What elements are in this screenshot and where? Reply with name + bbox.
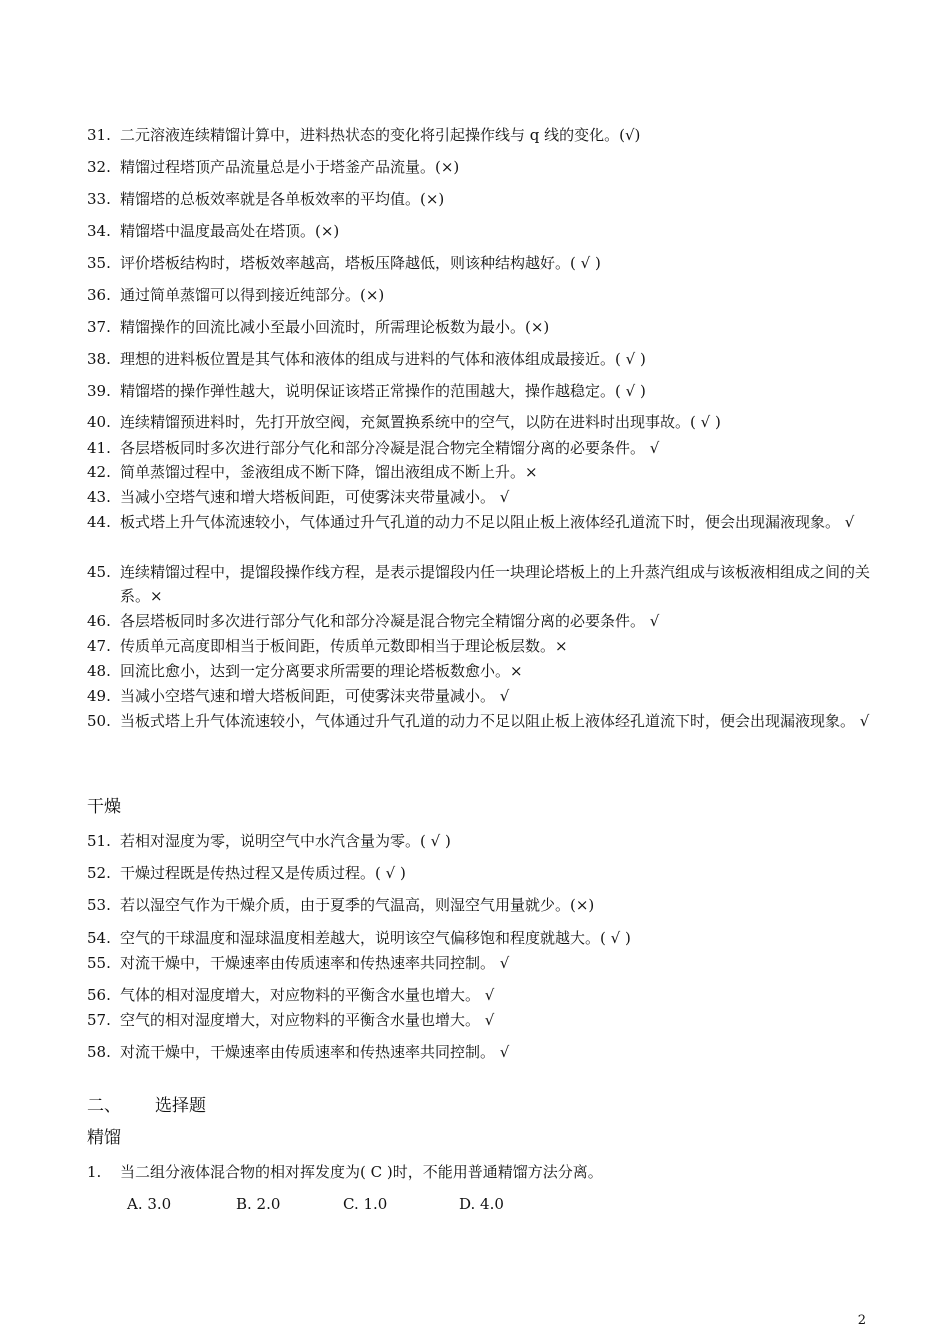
item-number: 34. <box>87 222 111 240</box>
item-text: 板式塔上升气体流速较小，气体通过升气孔道的动力不足以阻止板上液体经孔道流下时，便会出现漏液现象。 √ <box>120 513 855 531</box>
item-number: 41. <box>87 439 111 457</box>
item-number: 38. <box>87 350 111 368</box>
option-b: B. 2.0 <box>236 1195 281 1213</box>
item-text: 若相对湿度为零，说明空气中水汽含量为零。( √ ) <box>120 832 451 850</box>
item-number: 33. <box>87 190 111 208</box>
subsection-heading-distill: 精馏 <box>87 1128 121 1148</box>
item-number: 52. <box>87 864 111 882</box>
item-text: 传质单元高度即相当于板间距，传质单元数即相当于理论板层数。× <box>120 637 568 655</box>
item-number: 36. <box>87 286 111 304</box>
item-number: 51. <box>87 832 111 850</box>
section-heading-choice <box>87 1094 206 1118</box>
item-text: 对流干燥中，干燥速率由传质速率和传热速率共同控制。 √ <box>120 954 510 972</box>
option-a: A. 3.0 <box>127 1195 172 1213</box>
item-number: 40. <box>87 413 111 431</box>
item-number: 47. <box>87 637 111 655</box>
item-text: 精馏塔中温度最高处在塔顶。(×) <box>120 222 340 240</box>
item-number: 49. <box>87 687 111 705</box>
item-number: 37. <box>87 318 111 336</box>
item-text: 各层塔板同时多次进行部分气化和部分冷凝是混合物完全精馏分离的必要条件。 √ <box>120 439 660 457</box>
item-number: 56. <box>87 986 111 1004</box>
item-number: 55. <box>87 954 111 972</box>
item-number: 42. <box>87 463 111 481</box>
item-text: 二元溶液连续精馏计算中，进料热状态的变化将引起操作线与 q 线的变化。(√) <box>120 126 641 144</box>
question-number: 1. <box>87 1163 102 1181</box>
item-text: 气体的相对湿度增大，对应物料的平衡含水量也增大。 √ <box>120 986 495 1004</box>
item-text: 连续精馏过程中，提馏段操作线方程，是表示提馏段内任一块理论塔板上的上升蒸汽组成与该板液相组成之间的关系。× <box>120 563 871 605</box>
item-number: 43. <box>87 488 111 506</box>
section-number: 二、 <box>87 1096 121 1116</box>
item-number: 50. <box>87 712 111 730</box>
option-d: D. 4.0 <box>459 1195 504 1213</box>
section-heading-drying: 干燥 <box>87 797 121 817</box>
item-text: 当减小空塔气速和增大塔板间距，可使雾沫夹带量减小。 √ <box>120 687 510 705</box>
item-number: 32. <box>87 158 111 176</box>
section-title: 选择题 <box>155 1096 206 1116</box>
item-text: 简单蒸馏过程中，釜液组成不断下降，馏出液组成不断上升。× <box>120 463 538 481</box>
item-text: 连续精馏预进料时，先打开放空阀，充氮置换系统中的空气，以防在进料时出现事故。( √ ) <box>120 413 721 431</box>
item-text: 通过简单蒸馏可以得到接近纯部分。(×) <box>120 286 385 304</box>
item-text: 对流干燥中，干燥速率由传质速率和传热速率共同控制。 √ <box>120 1043 510 1061</box>
item-number: 31. <box>87 126 111 144</box>
item-number: 57. <box>87 1011 111 1029</box>
option-c: C. 1.0 <box>343 1195 388 1213</box>
item-number: 45. <box>87 563 111 581</box>
item-text: 精馏操作的回流比减小至最小回流时，所需理论板数为最小。(×) <box>120 318 550 336</box>
item-text: 理想的进料板位置是其气体和液体的组成与进料的气体和液体组成最接近。( √ ) <box>120 350 646 368</box>
item-number: 48. <box>87 662 111 680</box>
item-text: 干燥过程既是传热过程又是传质过程。( √ ) <box>120 864 406 882</box>
question-text: 当二组分液体混合物的相对挥发度为( C )时，不能用普通精馏方法分离。 <box>120 1163 603 1181</box>
item-number: 39. <box>87 382 111 400</box>
item-text: 精馏塔的总板效率就是各单板效率的平均值。(×) <box>120 190 445 208</box>
item-number: 58. <box>87 1043 111 1061</box>
item-text: 当减小空塔气速和增大塔板间距，可使雾沫夹带量减小。 √ <box>120 488 510 506</box>
item-text: 当板式塔上升气体流速较小，气体通过升气孔道的动力不足以阻止板上液体经孔道流下时，便会出现漏液现象。 √ <box>120 712 870 730</box>
item-text: 评价塔板结构时，塔板效率越高，塔板压降越低，则该种结构越好。( √ ) <box>120 254 601 272</box>
page-number: 2 <box>857 1313 866 1328</box>
item-text: 回流比愈小，达到一定分离要求所需要的理论塔板数愈小。× <box>120 662 523 680</box>
item-text: 精馏过程塔顶产品流量总是小于塔釜产品流量。(×) <box>120 158 460 176</box>
item-text: 若以湿空气作为干燥介质，由于夏季的气温高，则湿空气用量就少。(×) <box>120 896 595 914</box>
item-number: 53. <box>87 896 111 914</box>
item-number: 54. <box>87 929 111 947</box>
item-text: 空气的干球温度和湿球温度相差越大，说明该空气偏移饱和程度就越大。( √ ) <box>120 929 631 947</box>
item-text: 各层塔板同时多次进行部分气化和部分冷凝是混合物完全精馏分离的必要条件。 √ <box>120 612 660 630</box>
item-number: 44. <box>87 513 111 531</box>
item-number: 35. <box>87 254 111 272</box>
item-text: 精馏塔的操作弹性越大，说明保证该塔正常操作的范围越大，操作越稳定。( √ ) <box>120 382 646 400</box>
item-text: 空气的相对湿度增大，对应物料的平衡含水量也增大。 √ <box>120 1011 495 1029</box>
item-number: 46. <box>87 612 111 630</box>
